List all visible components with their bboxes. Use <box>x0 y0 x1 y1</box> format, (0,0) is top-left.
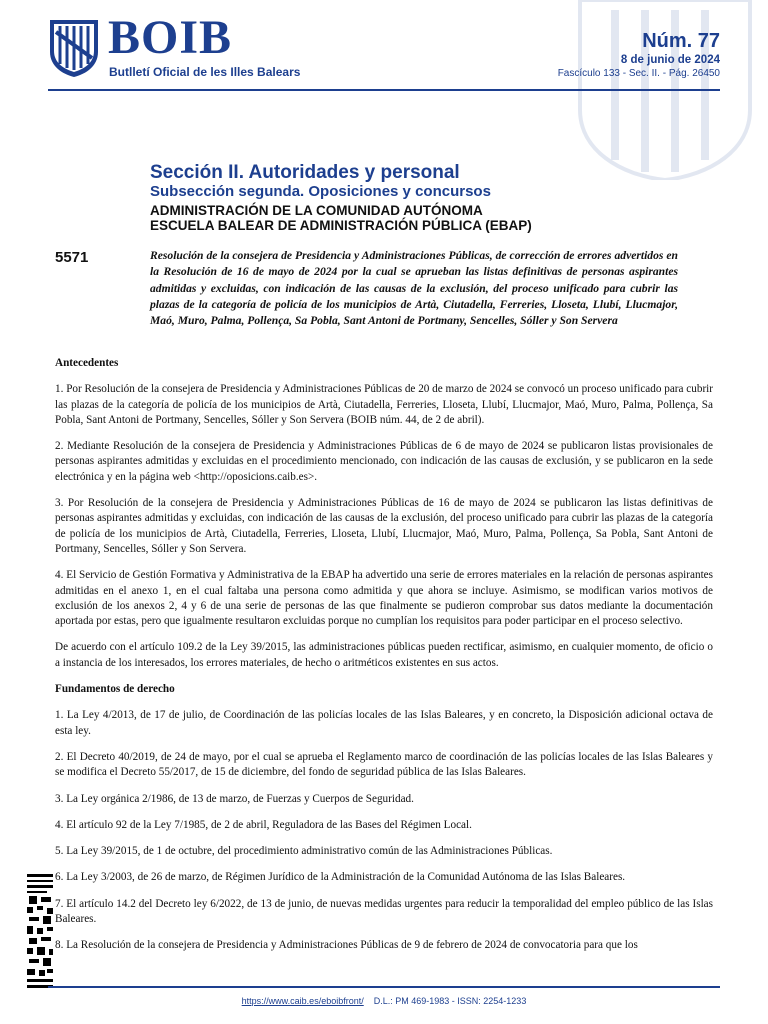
fascicle-info: Fascículo 133 - Sec. II. - Pág. 26450 <box>557 68 720 79</box>
paragraph: 5. La Ley 39/2015, de 1 de octubre, del procedimiento administrativo común de las Administraciones Públicas. <box>55 845 553 858</box>
section-title: Sección II. Autoridades y personal <box>150 162 460 183</box>
paragraph: 2. Mediante Resolución de la consejera de Presidencia y Administraciones Públicas de 6 de mayo de 2024 se publicaron listas provisionales de personas aspirantes admitidas y excluidas en el procedimiento mencionado, con indicación de las causas de exclusión, y se publicaron en la sede electrónica y en la página web <http://oposicions.caib.es>. <box>55 440 713 483</box>
footer-link[interactable]: https://www.caib.es/eboibfront/ <box>241 996 364 1006</box>
paragraph: 4. El artículo 92 de la Ley 7/1985, de 2 de abril, Reguladora de las Bases del Régimen Local. <box>55 818 472 831</box>
issue-number: Núm. 77 <box>642 30 720 52</box>
paragraph: 2. El Decreto 40/2019, de 24 de mayo, por el cual se aprueba el Reglamento marco de coordinación de las policías locales de las Islas Baleares y se modifica el Decreto 55/2017, de 15 de diciembre, del fondo de seguridad pública de las Islas Baleares. <box>55 750 713 779</box>
antecedentes-heading: Antecedentes <box>55 357 119 369</box>
paragraph: 3. La Ley orgánica 2/1986, de 13 de marzo, de Fuerzas y Cuerpos de Seguridad. <box>55 792 414 805</box>
qr-code-icon <box>25 872 55 990</box>
administration-line: ADMINISTRACIÓN DE LA COMUNIDAD AUTÓNOMA <box>150 203 483 218</box>
boib-logo-word: BOIB <box>108 11 233 64</box>
page-header <box>0 0 768 90</box>
paragraph: 8. La Resolución de la consejera de Presidencia y Administraciones Públicas de 9 de febrero de 2024 de convocatoria para que los <box>55 939 638 952</box>
paragraph: 1. La Ley 4/2013, de 17 de julio, de Coordinación de las policías locales de las Islas Baleares, y en concreto, la Disposición adicional octava de esta ley. <box>55 709 713 737</box>
document-body <box>55 356 713 965</box>
paragraph: 6. La Ley 3/2003, de 26 de marzo, de Régimen Jurídico de la Administración de la Comunidad Autónoma de las Islas Baleares. <box>55 871 626 884</box>
legal-deposit: D.L.: PM 469-1983 - ISSN: 2254-1233 <box>373 996 527 1006</box>
footer-rule <box>48 986 720 988</box>
resolution-title: Resolución de la consejera de Presidencia y Administraciones Públicas, de corrección de errores advertidos en la Resolución de 16 de mayo de 2024 por la cual se aprueban las listas definitivas de personas aspirantes admitidas y excluidas, con indicación de las causas de la exclusión, del proceso unificado para cubrir las plazas de la categoría de policía de los municipios de Artà, Ciutadella, Ferreries, Lloseta, Llubí, Llucmajor, Maó, Muro, Palma, Pollença, Sa Pobla, Sant Antoni de Portmany, Sencelles, Sóller y Son Servera <box>150 249 678 328</box>
organism-line: ESCUELA BALEAR DE ADMINISTRACIÓN PÚBLICA (EBAP) <box>150 218 532 233</box>
page-footer <box>0 996 768 1006</box>
boib-shield-icon <box>48 18 100 78</box>
boib-logo-subtitle: Butlletí Oficial de les Illes Balears <box>109 65 301 79</box>
fundamentos-heading: Fundamentos de derecho <box>55 683 175 696</box>
paragraph: 7. El artículo 14.2 del Decreto ley 6/2022, de 13 de junio, de nuevas medidas urgentes para reducir la temporalidad del empleo público de las Islas Baleares. <box>55 897 713 926</box>
header-rule <box>48 89 720 91</box>
paragraph: 1. Por Resolución de la consejera de Presidencia y Administraciones Públicas de 20 de marzo de 2024 se convocó un proceso unificado para cubrir las plazas de la categoría de policía de los municipios de Artà, Ciutadella, Ferreries, Lloseta, Llubí, Llucmajor, Maó, Muro, Palma, Pollença, Sa Pobla, Sant Antoni de Portmany, Sencelles, Sóller y Son Servera (BOIB núm. 44, de 2 de abril). <box>55 383 714 426</box>
paragraph: 3. Por Resolución de la consejera de Presidencia y Administraciones Públicas de 16 de mayo de 2024 se publicaron las listas definitivas de personas aspirantes admitidas y excluidas, con indicación de las causas de la exclusión, del proceso unificado para cubrir las plazas de la categoría de policía de los municipios de Artà, Ciutadella, Ferreries, Lloseta, Llubí, Llucmajor, Maó, Muro, Palma, Pollença, Sa Pobla, Sant Antoni de Portmany, Sencelles, Sóller y Son Servera. <box>55 497 713 555</box>
issue-date: 8 de junio de 2024 <box>620 54 720 66</box>
paragraph: 4. El Servicio de Gestión Formativa y Administrativa de la EBAP ha advertido una serie de errores materiales en la relación de personas aspirantes admitidas en el anexo 1, en el cual faltaba una persona como admitida y que ahora se incluye. Asimismo, se modifican varios motivos de exclusión de los anexos 2, 4 y 6 de una serie de personas de las que finalmente se pudieron comprobar sus datos mediante la documentación aportada por estas, pero que igualmente resultaron excluidas porque no cumplían los requisitos para poder participar en el proceso selectivo. <box>55 569 713 628</box>
document-number: 5571 <box>55 249 89 266</box>
section-subtitle: Subsección segunda. Oposiciones y concursos <box>150 183 491 200</box>
paragraph: De acuerdo con el artículo 109.2 de la Ley 39/2015, las administraciones públicas pueden rectificar, asimismo, en cualquier momento, de oficio o a instancia de los interesados, los errores materiales, de hecho o aritméticos existentes en sus actos. <box>55 641 713 669</box>
